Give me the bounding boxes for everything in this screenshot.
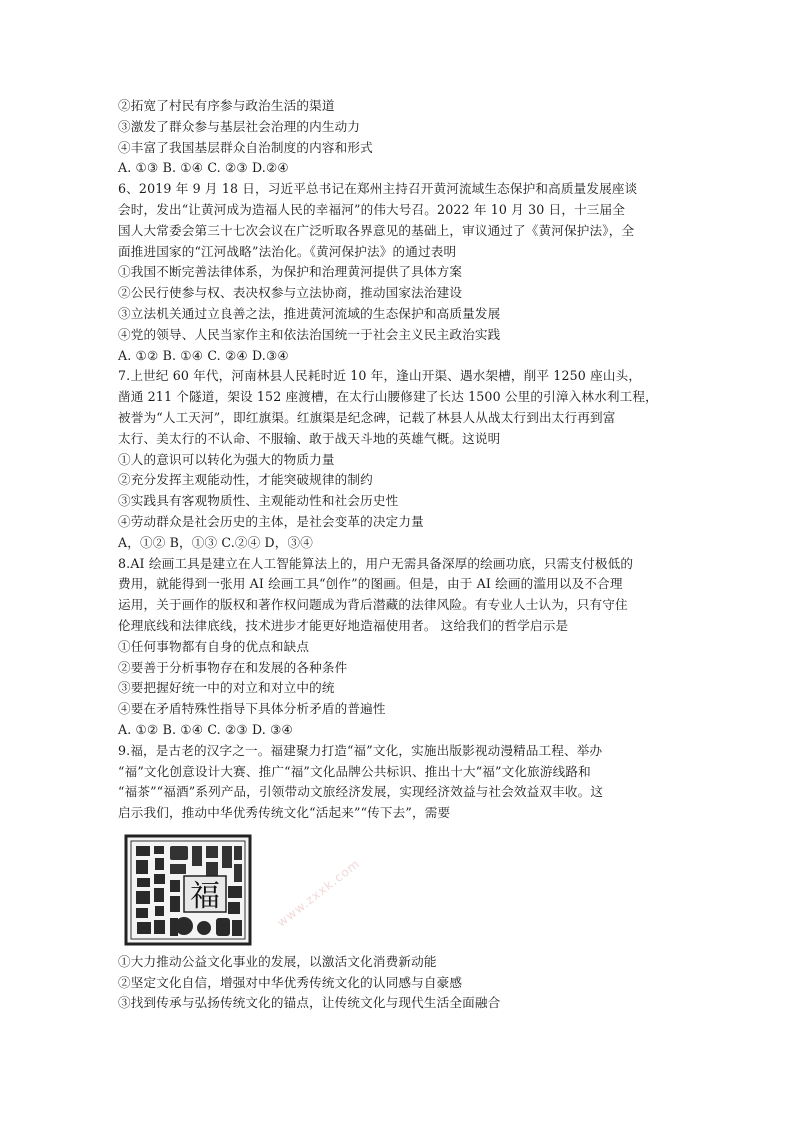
text-line: A. ①② B. ①④ C. ②③ D. ③④ — [118, 721, 293, 737]
text-line: 被誉为“人工天河”，即红旗渠。红旗渠是纪念碑，记载了林县人从战太行到出太行再到富 — [118, 409, 616, 425]
question-text-block — [118, 96, 678, 824]
text-line: ④要在矛盾特殊性指导下具体分析矛盾的普遍性 — [118, 701, 386, 717]
text-line: ①我国不断完善法律体系，为保护和治理黄河提供了具体方案 — [118, 264, 463, 280]
text-line: ③要把握好统一中的对立和对立中的统 — [118, 680, 335, 696]
text-line: 8.AI 绘画工具是建立在人工智能算法上的，用户无需具备深厚的绘画功底，只需支付极低的 — [118, 555, 634, 571]
text-line: ①大力推动公益文化事业的发展，以激活文化消费新动能 — [118, 953, 437, 969]
text-line: 国人大常委会第三十七次会议在广泛听取各界意见的基础上，审议通过了《黄河保护法》，全 — [118, 222, 635, 238]
text-line: ②坚定文化自信，增强对中华优秀传统文化的认同感与自豪感 — [118, 974, 463, 990]
text-line: 太行、美太行的不认命、不服输、敢于战天斗地的英雄气概。这说明 — [118, 430, 501, 446]
text-line: ③立法机关通过立良善之法，推进黄河流域的生态保护和高质量发展 — [118, 305, 501, 321]
text-line: 凿通 211 个隧道，架设 152 座渡槽，在太行山腰修建了长达 1500 公里的引漳入林水利工程， — [118, 389, 658, 405]
text-line: ③实践具有客观物质性、主观能动性和社会历史性 — [118, 493, 399, 509]
text-line: 面推进国家的“江河战略”法治化。《黄河保护法》的通过表明 — [118, 243, 457, 259]
answer-options-block — [118, 952, 678, 1014]
text-line: ②拓宽了村民有序参与政治生活的渠道 — [118, 98, 335, 113]
text-line: ②充分发挥主观能动性，才能突破规律的制约 — [118, 472, 373, 488]
text-line: 伦理底线和法律底线，技术进步才能更好地造福使用者。 这给我们的哲学启示是 — [118, 617, 569, 633]
text-line: ②要善于分析事物存在和发展的各种条件 — [118, 659, 348, 675]
watermark: www.zxxk.com — [274, 856, 363, 930]
text-line: ④丰富了我国基层群众自治制度的内容和形式 — [118, 139, 373, 155]
text-line: 运用，关于画作的版权和著作权问题成为背后潜藏的法律风险。有专业人士认为，只有守住 — [118, 597, 628, 613]
text-line: 启示我们，推动中华优秀传统文化“活起来”“传下去”，需要 — [118, 805, 451, 821]
text-line: 6、2019 年 9 月 18 日，习近平总书记在郑州主持召开黄河流域生态保护和高质量发展座谈 — [118, 181, 638, 197]
fu-seal-stamp-image — [124, 834, 252, 946]
text-line: “福茶”“福酒”系列产品，引领带动文旅经济发展，实现经济效益与社会效益双丰收。这 — [118, 784, 604, 800]
text-line: ①任何事物都有自身的优点和缺点 — [118, 638, 310, 654]
text-line: ③激发了群众参与基层社会治理的内生动力 — [118, 118, 361, 134]
text-line: A，①② B，①③ C.②④ D，③④ — [118, 534, 314, 550]
text-line: ④党的领导、人民当家作主和依法治国统一于社会主义民主政治实践 — [118, 326, 501, 342]
text-line: ①人的意识可以转化为强大的物质力量 — [118, 451, 335, 467]
text-line: A. ①② B. ①④ C. ②④ D.③④ — [118, 347, 289, 363]
text-line: A. ①③ B. ①④ C. ②③ D.②④ — [118, 160, 289, 176]
svg-text:福: 福 — [190, 878, 220, 914]
document-body — [118, 96, 678, 1014]
text-line: 费用，就能得到一张用 AI 绘画工具“创作”的图画。但是，由于 AI 绘画的滥用以及不合理 — [118, 576, 623, 592]
text-line: “福”文化创意设计大赛、推广“福”文化品牌公共标识、推出十大“福”文化旅游线路和 — [118, 763, 591, 779]
text-line: ③找到传承与弘扬传统文化的锚点，让传统文化与现代生活全面融合 — [118, 995, 501, 1011]
text-line: 7.上世纪 60 年代，河南林县人民耗时近 10 年，逢山开渠、遇水架槽，削平 1250 座山头， — [118, 368, 642, 384]
text-line: 会时，发出“让黄河成为造福人民的幸福河”的伟大号召。2022 年 10 月 30 日，十三届全 — [118, 201, 626, 217]
text-line: 9.福，是古老的汉字之一。福建聚力打造“福”文化，实施出版影视动漫精品工程、举办 — [118, 742, 603, 758]
text-line: ④劳动群众是社会历史的主体，是社会变革的决定力量 — [118, 513, 424, 529]
text-line: ②公民行使参与权、表决权参与立法协商，推动国家法治建设 — [118, 285, 463, 301]
fu-seal-figure — [118, 828, 678, 950]
